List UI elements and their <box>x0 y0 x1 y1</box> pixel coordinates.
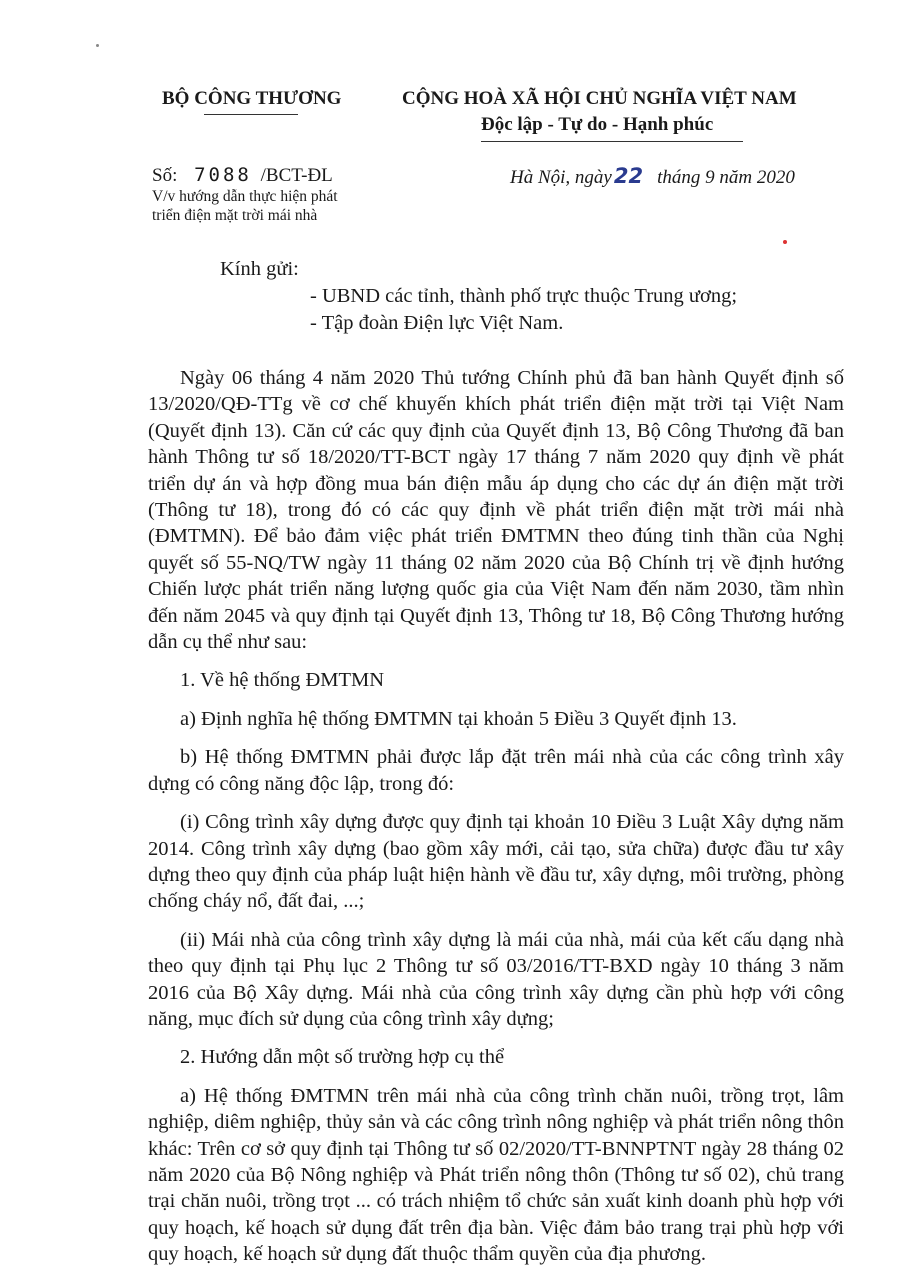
number-suffix: /BCT-ĐL <box>260 165 333 186</box>
issuing-agency: BỘ CÔNG THƯƠNG <box>162 88 342 109</box>
recipient-1: - UBND các tỉnh, thành phố trực thuộc Trung ương; <box>310 285 738 307</box>
subject-line-2: triển điện mặt trời mái nhà <box>152 207 318 224</box>
document-body <box>148 365 844 1280</box>
section-2a: a) Hệ thống ĐMTMN trên mái nhà của công trình chăn nuôi, trồng trọt, lâm nghiệp, diêm nghiệp, thủy sản và các công trình nông nghiệp và phát triển nông thôn khác: Trên cơ sở quy định tại Thông tư số 02/2020/TT-BNNPTNT ngày 28 tháng 02 năm 2020 của Bộ Nông nghiệp và Phát triển nông thôn (Thông tư số 02), chủ trang trại chăn nuôi, trồng trọt ... có trách nhiệm tổ chức sản xuất kinh doanh phù hợp với quy hoạch, kế hoạch sử dụng đất trên địa bàn. Việc đảm bảo trang trại phù hợp với quy hoạch, kế hoạch sử dụng đất thuộc thẩm quyền của địa phương. <box>148 1084 844 1266</box>
greeting: Kính gửi: <box>220 258 299 280</box>
section-1b-i: (i) Công trình xây dựng được quy định tại khoản 10 Điều 3 Luật Xây dựng năm 2014. Công trình xây dựng (bao gồm xây mới, cải tạo, sửa chữa) được đầu tư xây dựng theo quy định của pháp luật hiện hành về đầu tư, xây dựng, môi trường, phòng chống cháy nổ, đất đai, ...; <box>148 811 844 913</box>
motto: Độc lập - Tự do - Hạnh phúc <box>481 114 714 135</box>
date-suffix: tháng 9 năm 2020 <box>657 167 795 188</box>
number-prefix: Số: <box>152 165 178 186</box>
scan-speck <box>96 44 99 47</box>
section-1b-ii: (ii) Mái nhà của công trình xây dựng là mái của nhà, mái của kết cấu dạng nhà theo quy định tại Phụ lục 2 Thông tư số 03/2016/TT-BXD ngày 10 tháng 3 năm 2016 của Bộ Xây dựng. Mái nhà của công trình xây dựng cần phù hợp với công năng, mục đích sử dụng của công trình xây dựng; <box>148 928 844 1030</box>
intro-paragraph: Ngày 06 tháng 4 năm 2020 Thủ tướng Chính phủ đã ban hành Quyết định số 13/2020/QĐ-TTg về cơ chế khuyến khích phát triển điện mặt trời tại Việt Nam (Quyết định 13). Căn cứ các quy định của Quyết định 13, Bộ Công Thương đã ban hành Thông tư số 18/2020/TT-BCT ngày 17 tháng 7 năm 2020 quy định về phát triển dự án và hợp đồng mua bán điện mẫu áp dụng cho các dự án điện mặt trời (Thông tư 18), trong đó có các quy định về phát triển điện mặt trời mái nhà (ĐMTMN). Để bảo đảm việc phát triển ĐMTMN theo đúng tinh thần của Nghị quyết số 55-NQ/TW ngày 11 tháng 02 năm 2020 của Bộ Chính trị về định hướng Chiến lược phát triển năng lượng quốc gia của Việt Nam đến năm 2030, tầm nhìn đến năm 2045 và quy định tại Quyết định 13, Thông tư 18, Bộ Công Thương hướng dẫn cụ thể như sau: <box>148 367 844 654</box>
number-value: 7088 <box>194 164 252 186</box>
document-number <box>152 164 333 187</box>
republic-title: CỘNG HOÀ XÃ HỘI CHỦ NGHĨA VIỆT NAM <box>402 88 797 109</box>
section-2-heading: 2. Hướng dẫn một số trường hợp cụ thể <box>180 1046 505 1069</box>
issue-date <box>510 164 795 189</box>
recipient-2: - Tập đoàn Điện lực Việt Nam. <box>310 312 564 334</box>
section-1b: b) Hệ thống ĐMTMN phải được lắp đặt trên mái nhà của các công trình xây dựng có công năng độc lập, trong đó: <box>148 746 844 795</box>
subject-line-1: V/v hướng dẫn thực hiện phát <box>152 188 338 205</box>
scan-speck <box>783 240 787 244</box>
date-prefix: Hà Nội, ngày <box>510 167 612 188</box>
section-1a: a) Định nghĩa hệ thống ĐMTMN tại khoản 5 Điều 3 Quyết định 13. <box>180 707 737 730</box>
section-1-heading: 1. Về hệ thống ĐMTMN <box>180 669 385 692</box>
agency-underline <box>204 114 298 115</box>
date-day-handwritten: 22 <box>613 164 644 188</box>
motto-underline <box>481 141 743 142</box>
